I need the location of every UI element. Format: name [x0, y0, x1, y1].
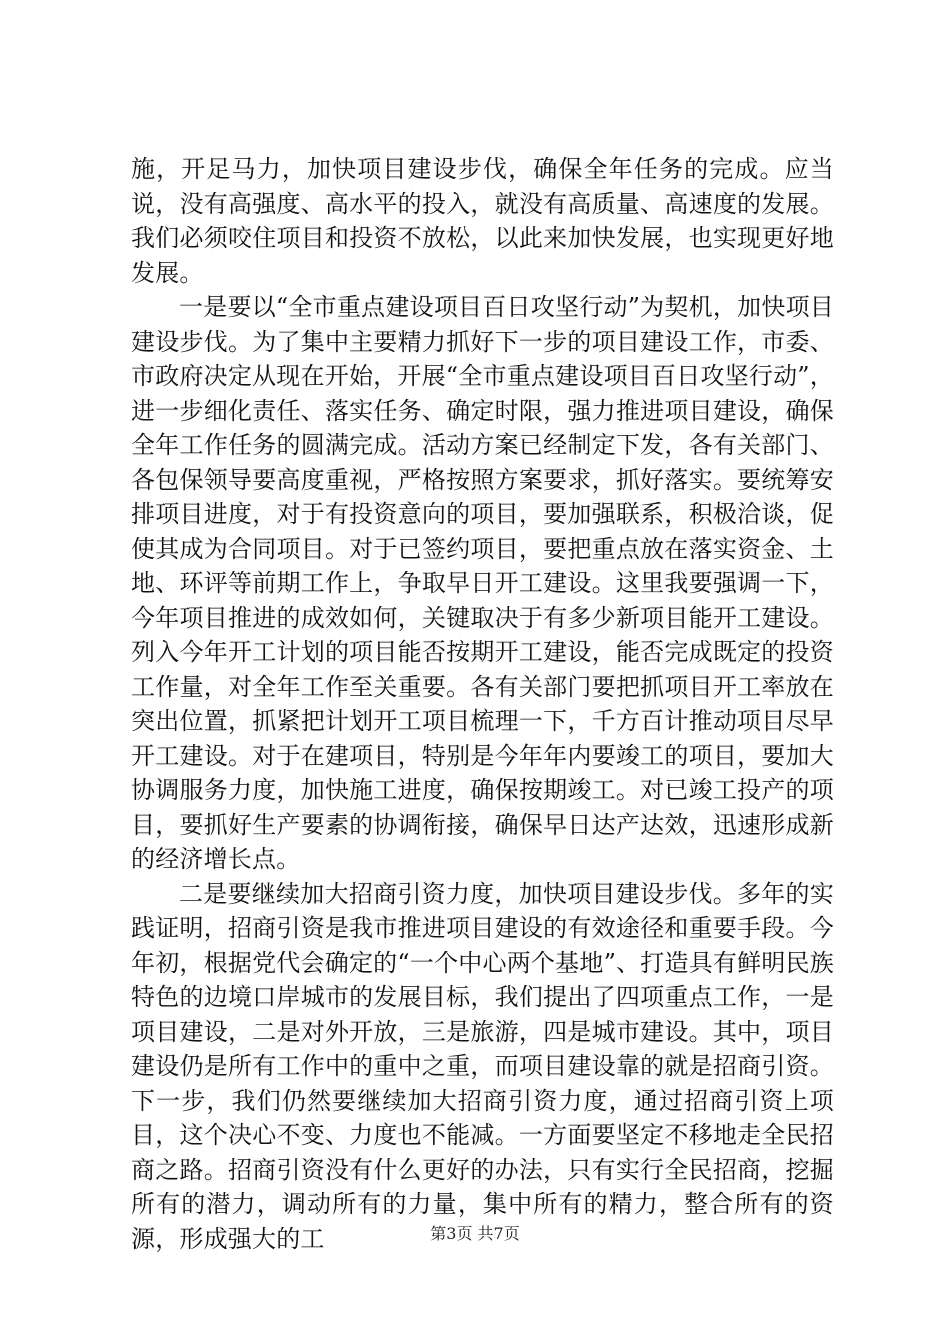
paragraph-3: 二是要继续加大招商引资力度，加快项目建设步伐。多年的实践证明，招商引资是我市推进项目建设的有效途径和重要手段。今年初，根据党代会确定的“一个中心两个基地”、打造具有鲜明民族特色的边境口岸城市的发展目标，我们提出了四项重点工作，一是项目建设，二是对外开放，三是旅游，四是城市建设。其中，项目建设仍是所有工作中的重中之重，而项目建设靠的就是招商引资。下一步，我们仍然要继续加大招商引资力度，通过招商引资上项目，这个决心不变、力度也不能减。一方面要坚定不移地走全民招商之路。招商引资没有什么更好的办法，只有实行全民招商，挖掘所有的潜力，调动所有的力量，集中所有的精力，整合所有的资源，形成强大的工	[131, 879, 834, 1253]
paragraph-2: 一是要以“全市重点建设项目百日攻坚行动”为契机，加快项目建设步伐。为了集中主要精力抓好下一步的项目建设工作，市委、市政府决定从现在开始，开展“全市重点建设项目百日攻坚行动”，进一步细化责任、落实任务、确定时限，强力推进项目建设，确保全年工作任务的圆满完成。活动方案已经制定下发，各有关部门、各包保领导要高度重视，严格按照方案要求，抓好落实。要统筹安排项目进度，对于有投资意向的项目，要加强联系，积极洽谈，促使其成为合同项目。对于已签约项目，要把重点放在落实资金、土地、环评等前期工作上，争取早日开工建设。这里我要强调一下，今年项目推进的成效如何，关键取决于有多少新项目能开工建设。列入今年开工计划的项目能否按期开工建设，能否完成既定的投资工作量，对全年工作至关重要。各有关部门要把抓项目开工率放在突出位置，抓紧把计划开工项目梳理一下，千方百计推动项目尽早开工建设。对于在建项目，特别是今年年内要竣工的项目，要加大协调服务力度，加快施工进度，确保按期竣工。对已竣工投产的项目，要抓好生产要素的协调衔接，确保早日达产达效，迅速形成新的经济增长点。	[131, 293, 834, 873]
document-body	[131, 152, 834, 1256]
page-number-footer: 第3页 共7页	[430, 1224, 520, 1243]
paragraph-1: 施，开足马力，加快项目建设步伐，确保全年任务的完成。应当说，没有高强度、高水平的投入，就没有高质量、高速度的发展。我们必须咬住项目和投资不放松，以此来加快发展，也实现更好地发展。	[131, 155, 834, 287]
